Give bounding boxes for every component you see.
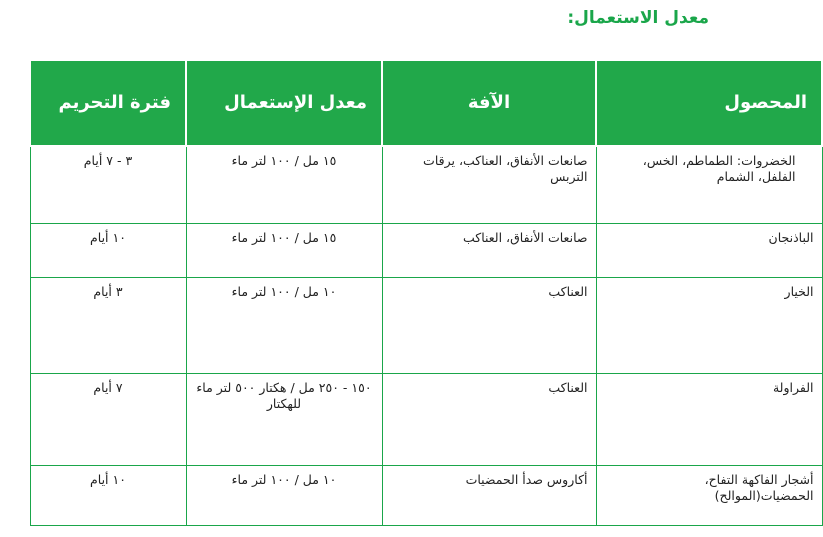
- pest-cell: أكاروس صدأ الحمضيات: [382, 466, 596, 526]
- phi-cell: ٣ - ٧ أيام: [30, 146, 186, 224]
- table-row: [30, 466, 822, 526]
- pest-cell: العناكب: [382, 374, 596, 466]
- phi-cell: ٣ أيام: [30, 278, 186, 374]
- table-row: [30, 146, 822, 224]
- phi-cell: ٧ أيام: [30, 374, 186, 466]
- table-row: [30, 374, 822, 466]
- rate-cell: ١٥٠ - ٢٥٠ مل / هكتار ٥٠٠ لتر ماء للهكتار: [186, 374, 382, 466]
- rate-cell: ١٠ مل / ١٠٠ لتر ماء: [186, 278, 382, 374]
- table-row: [30, 278, 822, 374]
- crop-cell: أشجار الفاكهة التفاح، الحمضيات(الموالح): [596, 466, 822, 526]
- pest-cell: صانعات الأنفاق، العناكب: [382, 224, 596, 278]
- rate-cell: ١٠ مل / ١٠٠ لتر ماء: [186, 466, 382, 526]
- table-row: [30, 224, 822, 278]
- rate-cell: ١٥ مل / ١٠٠ لتر ماء: [186, 146, 382, 224]
- crop-cell: الخضروات: الطماطم، الخس، الفلفل، الشمام: [596, 146, 822, 224]
- application-rate-table: [29, 59, 823, 526]
- table-header-row: [30, 60, 822, 146]
- phi-cell: ١٠ أيام: [30, 466, 186, 526]
- section-heading: معدل الاستعمال:: [567, 8, 709, 28]
- column-header-crop: المحصول: [596, 60, 822, 146]
- phi-cell: ١٠ أيام: [30, 224, 186, 278]
- column-header-pest: الآفة: [382, 60, 596, 146]
- pest-cell: العناكب: [382, 278, 596, 374]
- column-header-phi: فترة التحريم: [30, 60, 186, 146]
- crop-cell: الفراولة: [596, 374, 822, 466]
- crop-cell: الباذنجان: [596, 224, 822, 278]
- pest-cell: صانعات الأنفاق، العناكب، يرقات التربس: [382, 146, 596, 224]
- rate-cell: ١٥ مل / ١٠٠ لتر ماء: [186, 224, 382, 278]
- crop-cell: الخيار: [596, 278, 822, 374]
- column-header-rate: معدل الإستعمال: [186, 60, 382, 146]
